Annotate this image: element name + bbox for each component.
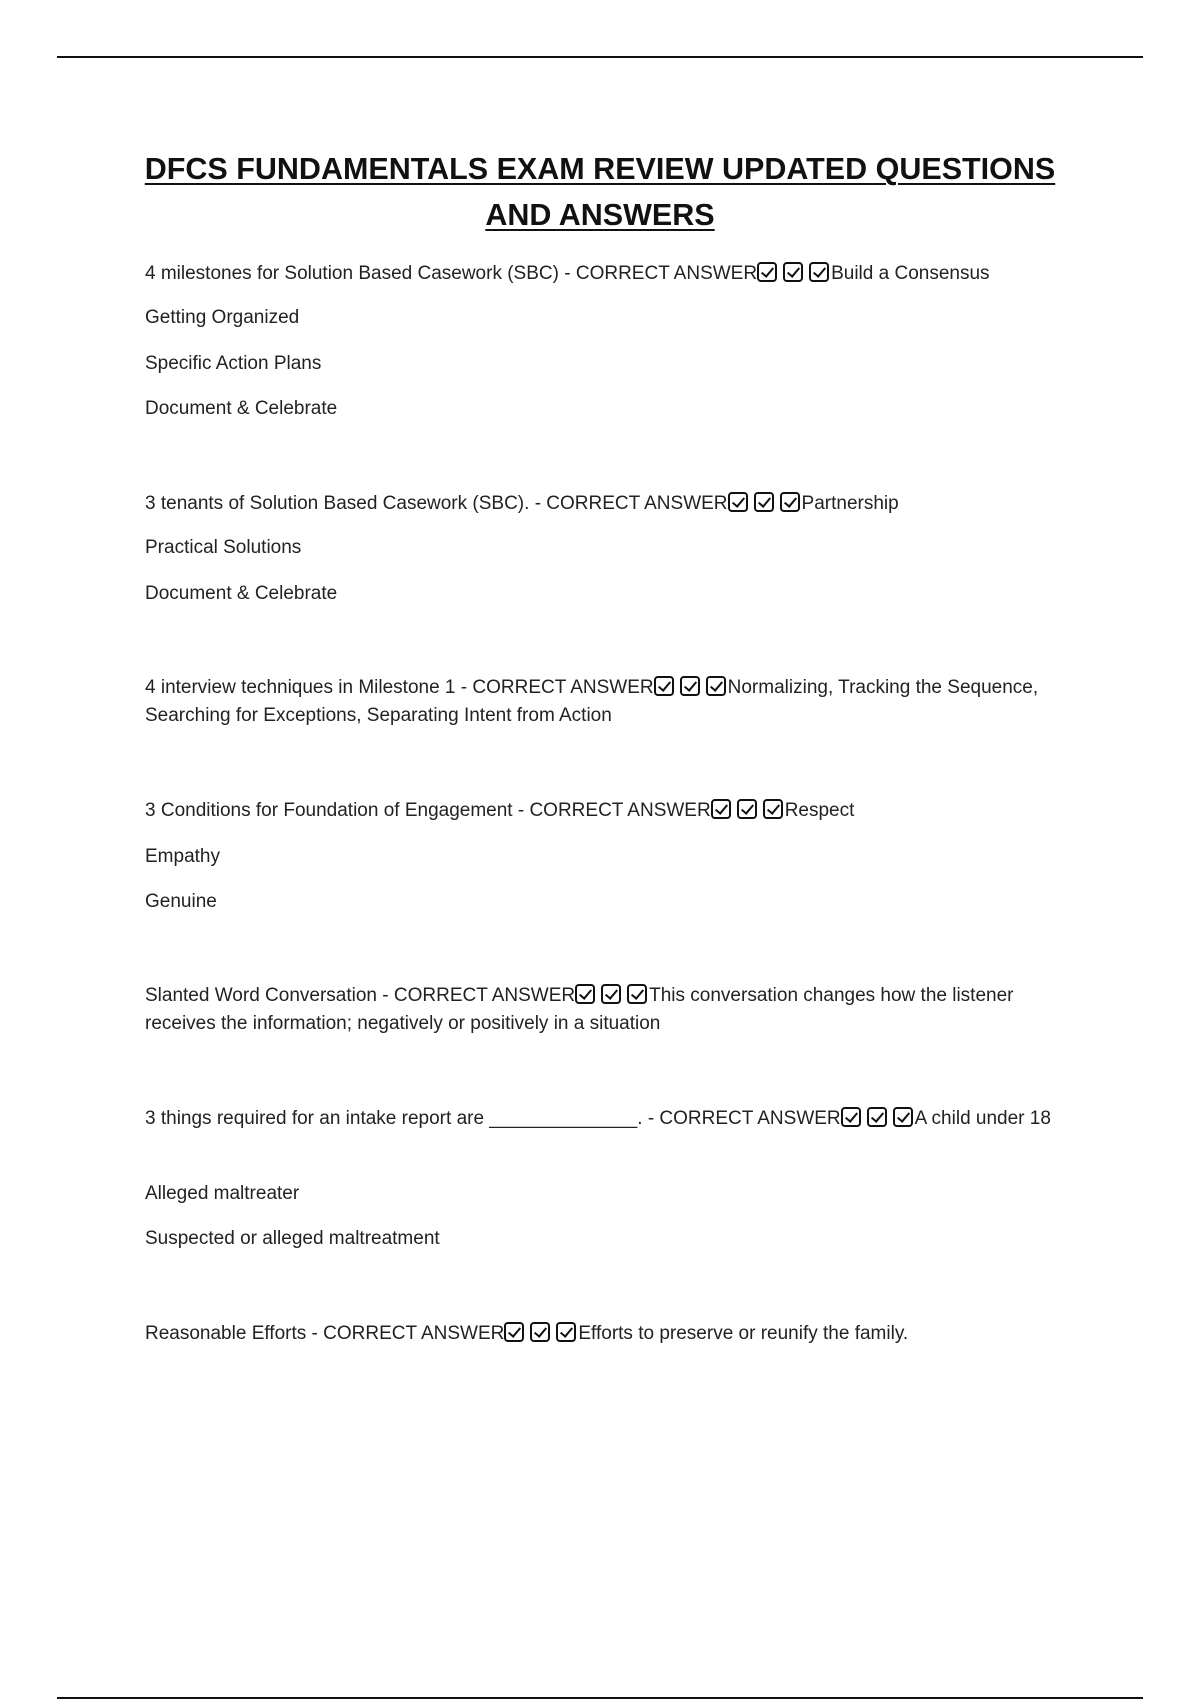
- qa-question-line: [145, 260, 1080, 288]
- answer-text: Respect: [784, 800, 855, 821]
- checkbox-checked-icon: [757, 262, 777, 282]
- checkbox-checked-icon: [809, 262, 829, 282]
- answer-extra-line: Practical Solutions: [145, 537, 302, 558]
- checkbox-checked-icon: [556, 1322, 576, 1342]
- correct-answer-label: - CORRECT ANSWER: [311, 1323, 505, 1344]
- checkmarks: [575, 984, 647, 1004]
- checkbox-checked-icon: [728, 492, 748, 512]
- correct-answer-label: - CORRECT ANSWER: [534, 493, 728, 514]
- correct-answer-label: - CORRECT ANSWER: [647, 1108, 841, 1129]
- question-text: 4 interview techniques in Milestone 1: [145, 677, 456, 698]
- qa-question-line: [145, 797, 1080, 825]
- title-line-1: DFCS FUNDAMENTALS EXAM REVIEW UPDATED QUESTIONS: [144, 152, 1056, 186]
- checkbox-checked-icon: [654, 676, 674, 696]
- checkbox-checked-icon: [783, 262, 803, 282]
- qa-question-line: [145, 674, 1080, 730]
- answer-extra-line: Alleged maltreater: [145, 1183, 300, 1204]
- bottom-rule: [57, 1697, 1143, 1699]
- question-text: 3 Conditions for Foundation of Engagement: [145, 800, 513, 821]
- checkbox-checked-icon: [893, 1107, 913, 1127]
- answer-extra-line: Genuine: [145, 891, 217, 912]
- checkmarks: [728, 492, 800, 512]
- answer-text: This conversation changes how the listener receives the information; negatively or positively in a situation: [145, 985, 1014, 1034]
- answer-extra-line: Specific Action Plans: [145, 353, 322, 374]
- qa-question-line: [145, 490, 1080, 518]
- qa-question-line: [145, 1105, 1080, 1133]
- document-title: [140, 146, 1060, 238]
- checkbox-checked-icon: [680, 676, 700, 696]
- correct-answer-label: - CORRECT ANSWER: [460, 677, 654, 698]
- checkbox-checked-icon: [867, 1107, 887, 1127]
- question-text: Reasonable Efforts: [145, 1323, 307, 1344]
- question-text: Slanted Word Conversation: [145, 985, 377, 1006]
- answer-extra-line: Document & Celebrate: [145, 398, 338, 419]
- checkmarks: [757, 262, 829, 282]
- checkbox-checked-icon: [575, 984, 595, 1004]
- checkmarks: [711, 799, 783, 819]
- answer-extra-line: Empathy: [145, 846, 220, 867]
- correct-answer-label: - CORRECT ANSWER: [382, 985, 576, 1006]
- answer-text: Partnership: [801, 493, 899, 514]
- answer-extra-line: Document & Celebrate: [145, 583, 338, 604]
- answer-extra-line: Suspected or alleged maltreatment: [145, 1228, 440, 1249]
- checkmarks: [841, 1107, 913, 1127]
- checkmarks: [654, 676, 726, 696]
- checkbox-checked-icon: [627, 984, 647, 1004]
- qa-question-line: [145, 1320, 1080, 1348]
- answer-extra-line: Getting Organized: [145, 307, 300, 328]
- top-rule: [57, 56, 1143, 58]
- checkbox-checked-icon: [711, 799, 731, 819]
- correct-answer-label: - CORRECT ANSWER: [564, 263, 758, 284]
- checkbox-checked-icon: [763, 799, 783, 819]
- title-line-2: AND ANSWERS: [485, 198, 715, 232]
- answer-text: Normalizing, Tracking the Sequence, Searching for Exceptions, Separating Intent from Action: [145, 677, 1039, 726]
- checkbox-checked-icon: [601, 984, 621, 1004]
- checkbox-checked-icon: [841, 1107, 861, 1127]
- question-text: 3 things required for an intake report are ______________.: [145, 1108, 643, 1129]
- answer-text: A child under 18: [914, 1108, 1051, 1129]
- checkbox-checked-icon: [530, 1322, 550, 1342]
- question-text: 4 milestones for Solution Based Casework (SBC): [145, 263, 559, 284]
- answer-text: Build a Consensus: [831, 263, 990, 284]
- checkbox-checked-icon: [706, 676, 726, 696]
- correct-answer-label: - CORRECT ANSWER: [517, 800, 711, 821]
- question-text: 3 tenants of Solution Based Casework (SBC).: [145, 493, 530, 514]
- checkbox-checked-icon: [504, 1322, 524, 1342]
- checkmarks: [504, 1322, 576, 1342]
- checkbox-checked-icon: [780, 492, 800, 512]
- qa-question-line: [145, 982, 1080, 1038]
- checkbox-checked-icon: [754, 492, 774, 512]
- checkbox-checked-icon: [737, 799, 757, 819]
- answer-text: Efforts to preserve or reunify the family.: [578, 1323, 909, 1344]
